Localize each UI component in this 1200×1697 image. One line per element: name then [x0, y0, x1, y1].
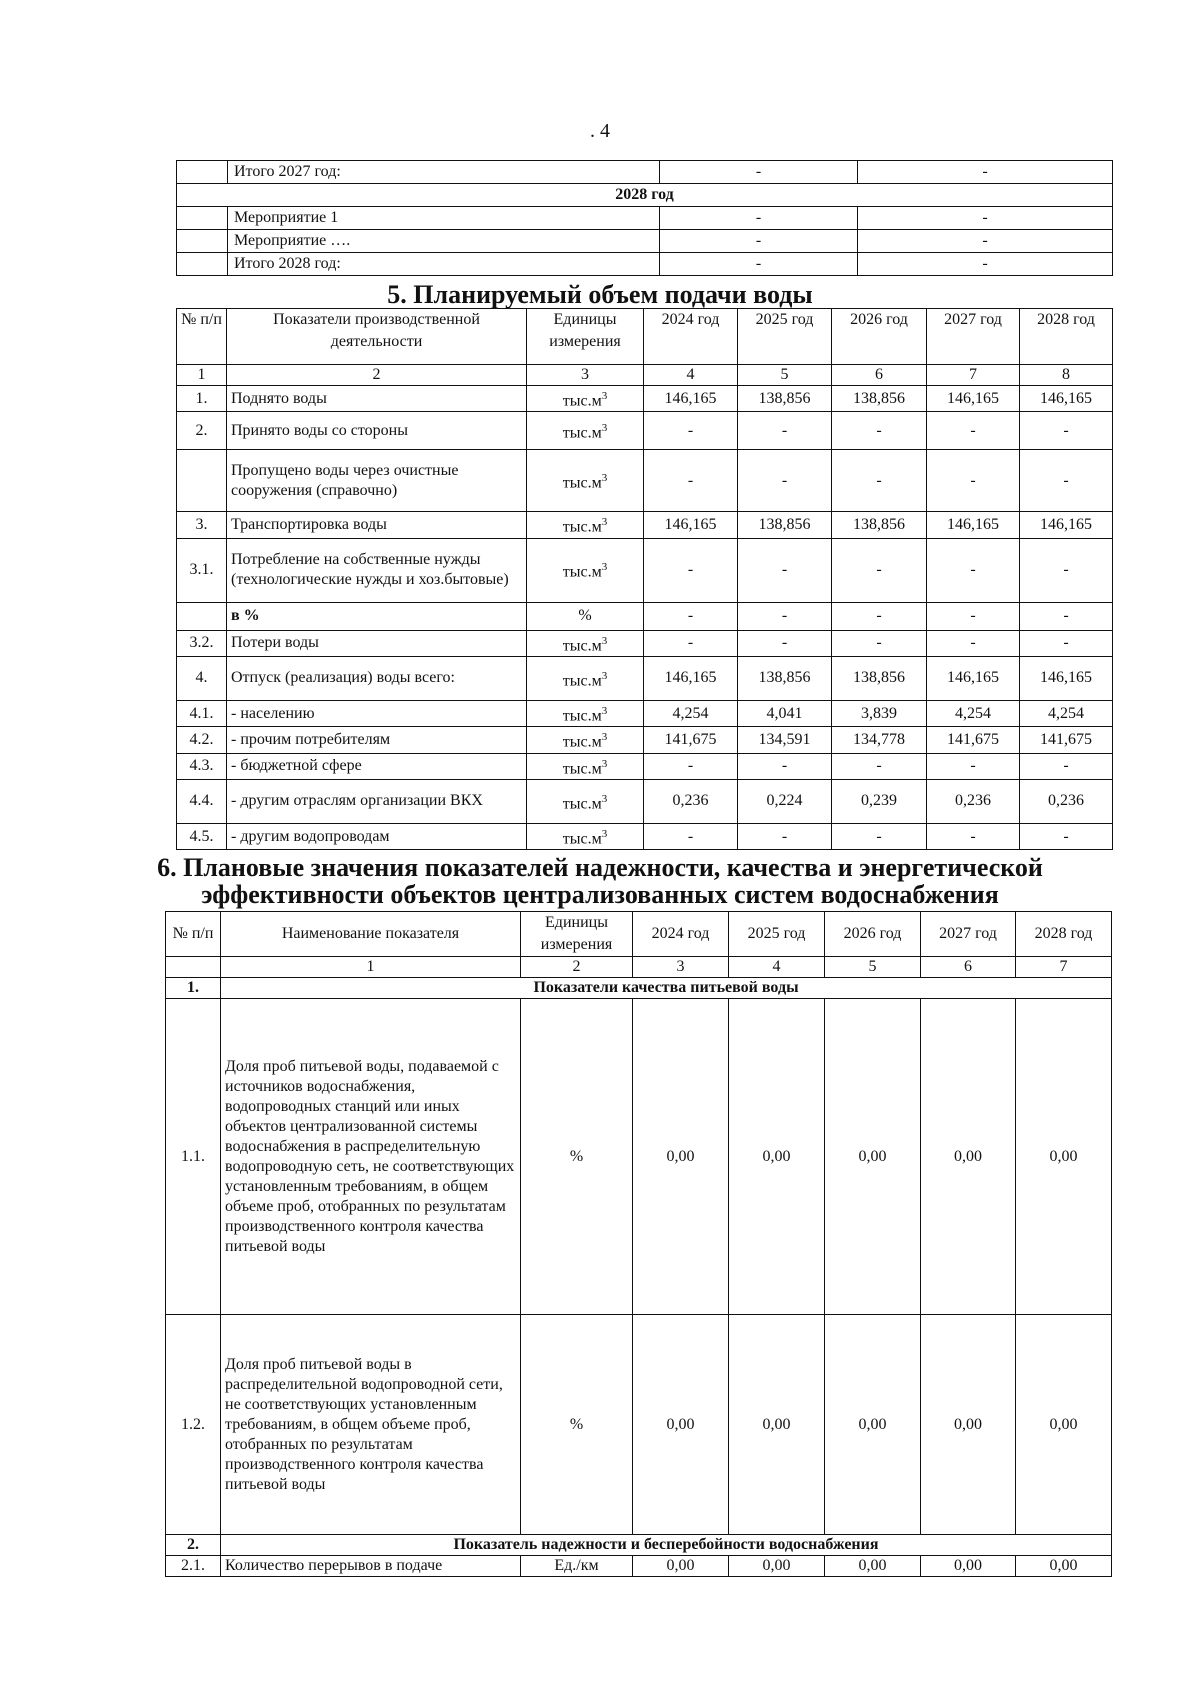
row-number: 4.2. — [177, 727, 227, 753]
value-cell: 134,778 — [832, 727, 927, 753]
col-header-year: 2027 год — [921, 912, 1016, 957]
indicator-name: - прочим потребителям — [227, 727, 527, 753]
indicator-name: в % — [227, 602, 527, 630]
column-number: 3 — [633, 957, 729, 978]
unit-cell — [527, 450, 644, 512]
table-row — [177, 386, 1113, 412]
value-cell: 138,856 — [832, 386, 927, 412]
num-cell — [177, 230, 228, 253]
group-title: Показатель надежности и бесперебойности водоснабжения — [221, 1535, 1112, 1556]
value-cell: - — [644, 823, 738, 849]
unit-cell — [527, 727, 644, 753]
value-cell: 146,165 — [1020, 386, 1113, 412]
row-number: 3. — [177, 512, 227, 538]
value-cell: - — [738, 602, 832, 630]
table-row — [177, 412, 1113, 450]
value-cell: - — [738, 823, 832, 849]
water-supply-table — [176, 308, 1113, 850]
unit-cell: % — [527, 602, 644, 630]
table-row — [177, 727, 1113, 753]
value-cell: - — [1020, 538, 1113, 602]
column-number: 4 — [729, 957, 825, 978]
event-label: Итого 2027 год: — [228, 161, 660, 184]
indicator-name: Потребление на собственные нужды (технологические нужды и хоз.бытовые) — [227, 538, 527, 602]
value-cell: 0,00 — [825, 1556, 921, 1577]
value-cell: 4,254 — [644, 700, 738, 726]
col-header-year: 2026 год — [825, 912, 921, 957]
section5-title: 5. Планируемый объем подачи воды — [387, 280, 813, 309]
value-cell: - — [832, 602, 927, 630]
value-cell: - — [1020, 630, 1113, 656]
event-label: Итого 2028 год: — [228, 253, 660, 276]
value-cell: 146,165 — [644, 656, 738, 700]
unit-cell — [527, 538, 644, 602]
value-cell: 0,00 — [633, 1556, 729, 1577]
unit-cell: % — [521, 1315, 633, 1535]
value-cell: 146,165 — [1020, 656, 1113, 700]
row-number: 4. — [177, 656, 227, 700]
value-cell: 0,00 — [1016, 999, 1112, 1315]
value-cell: - — [927, 823, 1020, 849]
indicator-name: - бюджетной сфере — [227, 753, 527, 779]
value-cell: - — [927, 412, 1020, 450]
value-cell: - — [832, 450, 927, 512]
unit-cell: Ед./км — [521, 1556, 633, 1577]
row-number: 3.2. — [177, 630, 227, 656]
value-cell: 138,856 — [738, 512, 832, 538]
value-cell: 0,236 — [644, 779, 738, 823]
value-cell: 138,856 — [738, 656, 832, 700]
col-header-year: 2027 год — [927, 309, 1020, 365]
table-row — [166, 1556, 1112, 1577]
unit-text: тыс.м — [562, 707, 602, 725]
value-cell: - — [644, 630, 738, 656]
value-cell: - — [644, 538, 738, 602]
column-number: 3 — [527, 365, 644, 386]
indicator-name: - другим водопроводам — [227, 823, 527, 849]
indicator-name: - другим отраслям организации ВКХ — [227, 779, 527, 823]
event-label: Мероприятие …. — [228, 230, 660, 253]
value-cell: 141,675 — [927, 727, 1020, 753]
value-cell: - — [832, 823, 927, 849]
page-number: . 4 — [590, 120, 610, 142]
group-title: Показатели качества питьевой воды — [221, 978, 1112, 999]
unit-text: тыс.м — [562, 392, 602, 410]
top-table — [176, 160, 1113, 276]
unit-text: тыс.м — [562, 424, 602, 442]
value-cell: - — [1020, 823, 1113, 849]
table-row — [166, 999, 1112, 1315]
value-cell: - — [927, 602, 1020, 630]
unit-superscript: 3 — [601, 704, 608, 717]
value-cell: 146,165 — [927, 386, 1020, 412]
indicator-name: Поднято воды — [227, 386, 527, 412]
value-cell: - — [738, 412, 832, 450]
value-cell: - — [1020, 753, 1113, 779]
value-cell: 4,254 — [927, 700, 1020, 726]
unit-cell — [527, 779, 644, 823]
value-cell: 146,165 — [644, 386, 738, 412]
col-header-year: 2024 год — [633, 912, 729, 957]
value-cell: 0,00 — [633, 1315, 729, 1535]
value-cell: - — [660, 207, 858, 230]
value-cell: - — [832, 538, 927, 602]
row-number: 1.2. — [166, 1315, 221, 1535]
value-cell: 0,00 — [921, 999, 1016, 1315]
unit-superscript: 3 — [601, 561, 608, 574]
value-cell: 0,236 — [1020, 779, 1113, 823]
value-cell: - — [858, 253, 1113, 276]
col-header-year: 2024 год — [644, 309, 738, 365]
year-heading: 2028 год — [177, 184, 1113, 207]
unit-superscript: 3 — [601, 669, 608, 682]
row-number: 2.1. — [166, 1556, 221, 1577]
col-header-indicator: Наименование показателя — [221, 912, 521, 957]
value-cell: - — [832, 412, 927, 450]
value-cell: - — [927, 450, 1020, 512]
year-section-row — [177, 184, 1113, 207]
table-row — [177, 512, 1113, 538]
column-number: 4 — [644, 365, 738, 386]
indicator-name: Доля проб питьевой воды, подаваемой с источников водоснабжения, водопроводных станций или иных объектов централизованной системы водоснабжения в распределительную водопроводную сеть, не соответствующих установленным требованиям, в общем объеме проб, отобранных по результатам производственного контроля качества питьевой воды — [221, 999, 521, 1315]
value-cell: - — [858, 207, 1113, 230]
value-cell: - — [644, 450, 738, 512]
unit-superscript: 3 — [601, 792, 608, 805]
table-row — [177, 656, 1113, 700]
value-cell: 141,675 — [644, 727, 738, 753]
event-row — [177, 207, 1113, 230]
indicator-name: Потери воды — [227, 630, 527, 656]
value-cell: 0,00 — [729, 1315, 825, 1535]
value-cell: 0,00 — [921, 1315, 1016, 1535]
col-header-unit: Единицы измерения — [521, 912, 633, 957]
table-row — [166, 1315, 1112, 1535]
value-cell: - — [660, 230, 858, 253]
value-cell: 146,165 — [927, 512, 1020, 538]
column-number: 1 — [177, 365, 227, 386]
group-row — [166, 1535, 1112, 1556]
column-number: 6 — [921, 957, 1016, 978]
value-cell: 141,675 — [1020, 727, 1113, 753]
value-cell: 0,224 — [738, 779, 832, 823]
unit-superscript: 3 — [601, 827, 608, 840]
col-header-year: 2028 год — [1016, 912, 1112, 957]
unit-text: тыс.м — [562, 830, 602, 848]
group-number: 2. — [166, 1535, 221, 1556]
value-cell: 138,856 — [738, 386, 832, 412]
table-row — [177, 823, 1113, 849]
col-header-year: 2025 год — [729, 912, 825, 957]
value-cell: - — [927, 753, 1020, 779]
column-number: 5 — [738, 365, 832, 386]
value-cell: 4,254 — [1020, 700, 1113, 726]
section6-title-line1: 6. Плановые значения показателей надежности, качества и энергетической — [157, 853, 1043, 882]
value-cell: - — [832, 753, 927, 779]
col-header-num: № п/п — [166, 912, 221, 957]
table-row — [177, 602, 1113, 630]
value-cell: 0,00 — [825, 1315, 921, 1535]
row-number: 4.5. — [177, 823, 227, 849]
event-row — [177, 253, 1113, 276]
header-row — [166, 912, 1112, 957]
col-header-num: № п/п — [177, 309, 227, 365]
table-row — [177, 779, 1113, 823]
unit-cell — [527, 700, 644, 726]
row-number: 1.1. — [166, 999, 221, 1315]
col-header-year: 2025 год — [738, 309, 832, 365]
table-row — [177, 700, 1113, 726]
value-cell: 0,00 — [729, 1556, 825, 1577]
unit-text: тыс.м — [562, 795, 602, 813]
unit-text: тыс.м — [562, 636, 602, 654]
value-cell: - — [660, 161, 858, 184]
value-cell: - — [927, 630, 1020, 656]
column-number: 8 — [1020, 365, 1113, 386]
value-cell: 0,239 — [832, 779, 927, 823]
value-cell: 0,00 — [729, 999, 825, 1315]
column-number-row — [177, 365, 1113, 386]
indicator-name: Транспортировка воды — [227, 512, 527, 538]
column-number: 7 — [1016, 957, 1112, 978]
column-number: 2 — [521, 957, 633, 978]
value-cell: 0,00 — [633, 999, 729, 1315]
value-cell: 3,839 — [832, 700, 927, 726]
indicator-name: - населению — [227, 700, 527, 726]
column-number-row — [166, 957, 1112, 978]
value-cell: 0,00 — [921, 1556, 1016, 1577]
unit-cell — [527, 412, 644, 450]
unit-superscript: 3 — [601, 422, 608, 435]
value-cell: 146,165 — [927, 656, 1020, 700]
col-header-year: 2026 год — [832, 309, 927, 365]
row-number: 4.1. — [177, 700, 227, 726]
row-number — [177, 602, 227, 630]
group-number: 1. — [166, 978, 221, 999]
unit-cell — [527, 823, 644, 849]
unit-cell — [527, 656, 644, 700]
unit-cell — [527, 753, 644, 779]
num-cell — [177, 207, 228, 230]
unit-superscript: 3 — [601, 516, 608, 529]
unit-cell — [527, 512, 644, 538]
column-number: 7 — [927, 365, 1020, 386]
row-number: 2. — [177, 412, 227, 450]
value-cell: - — [644, 412, 738, 450]
unit-superscript: 3 — [601, 390, 608, 402]
num-cell — [177, 161, 228, 184]
table-row — [177, 753, 1113, 779]
table-row — [177, 630, 1113, 656]
indicator-name: Пропущено воды через очистные сооружения (справочно) — [227, 450, 527, 512]
unit-superscript: 3 — [601, 731, 608, 744]
indicator-name: Количество перерывов в подаче — [221, 1556, 521, 1577]
unit-cell — [527, 386, 644, 412]
unit-text: тыс.м — [562, 518, 602, 536]
value-cell: - — [738, 538, 832, 602]
value-cell: 138,856 — [832, 656, 927, 700]
unit-superscript: 3 — [601, 472, 608, 485]
value-cell: - — [644, 753, 738, 779]
column-number: 5 — [825, 957, 921, 978]
unit-text: тыс.м — [562, 759, 602, 777]
value-cell: - — [858, 161, 1113, 184]
col-header-unit: Единицы измерения — [527, 309, 644, 365]
value-cell: - — [738, 450, 832, 512]
row-number: 3.1. — [177, 538, 227, 602]
value-cell: - — [858, 230, 1113, 253]
unit-text: тыс.м — [562, 733, 602, 751]
row-number: 4.4. — [177, 779, 227, 823]
value-cell: - — [1020, 412, 1113, 450]
table-row — [177, 538, 1113, 602]
header-row — [177, 309, 1113, 365]
col-header-year: 2028 год — [1020, 309, 1113, 365]
column-number — [166, 957, 221, 978]
value-cell: - — [927, 538, 1020, 602]
value-cell: 134,591 — [738, 727, 832, 753]
group-row — [166, 978, 1112, 999]
unit-cell: % — [521, 999, 633, 1315]
row-number — [177, 450, 227, 512]
value-cell: - — [738, 753, 832, 779]
indicator-name: Принято воды со стороны — [227, 412, 527, 450]
event-row — [177, 230, 1113, 253]
value-cell: - — [660, 253, 858, 276]
value-cell: - — [832, 630, 927, 656]
value-cell: - — [738, 630, 832, 656]
table-row — [177, 450, 1113, 512]
row-number: 4.3. — [177, 753, 227, 779]
unit-superscript: 3 — [601, 757, 608, 770]
value-cell: 0,00 — [825, 999, 921, 1315]
column-number: 6 — [832, 365, 927, 386]
event-row — [177, 161, 1113, 184]
value-cell: 146,165 — [644, 512, 738, 538]
row-number: 1. — [177, 386, 227, 412]
col-header-indicator: Показатели производственной деятельности — [227, 309, 527, 365]
unit-text: тыс.м — [562, 474, 602, 492]
value-cell: - — [644, 602, 738, 630]
column-number: 2 — [227, 365, 527, 386]
section6-title-line2: эффективности объектов централизованных систем водоснабжения — [201, 880, 999, 909]
value-cell: 0,00 — [1016, 1315, 1112, 1535]
value-cell: - — [1020, 450, 1113, 512]
indicators-table — [165, 911, 1112, 1577]
indicator-name: Отпуск (реализация) воды всего: — [227, 656, 527, 700]
event-label: Мероприятие 1 — [228, 207, 660, 230]
unit-superscript: 3 — [601, 634, 608, 647]
value-cell: - — [1020, 602, 1113, 630]
indicator-name: Доля проб питьевой воды в распределительной водопроводной сети, не соответствующих установленным требованиям, в общем объеме проб, отобранных по результатам производственного контроля качества питьевой воды — [221, 1315, 521, 1535]
unit-text: тыс.м — [562, 563, 602, 581]
num-cell — [177, 253, 228, 276]
value-cell: 138,856 — [832, 512, 927, 538]
value-cell: 4,041 — [738, 700, 832, 726]
column-number: 1 — [221, 957, 521, 978]
value-cell: 0,236 — [927, 779, 1020, 823]
unit-text: тыс.м — [562, 672, 602, 690]
unit-cell — [527, 630, 644, 656]
value-cell: 0,00 — [1016, 1556, 1112, 1577]
value-cell: 146,165 — [1020, 512, 1113, 538]
